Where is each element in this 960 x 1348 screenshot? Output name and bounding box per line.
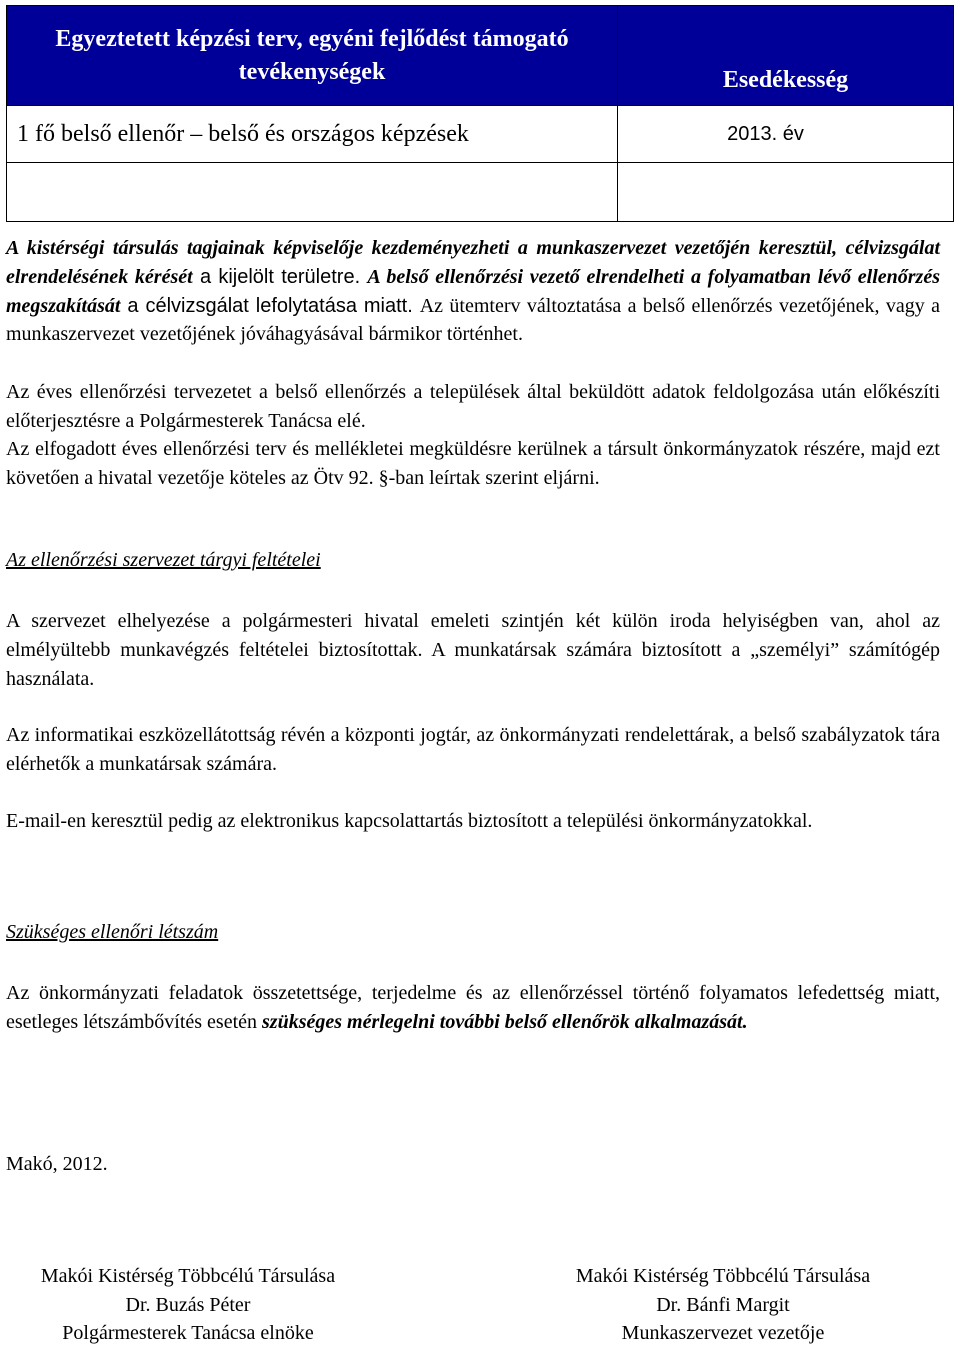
activity-cell-empty bbox=[7, 163, 618, 222]
signature-name: Dr. Bánfi Margit bbox=[656, 1293, 790, 1316]
text-bold-italic: A kistérségi társulás tagjainak képviselője kezdeményezheti a munkaszervezet vezetőjén keresztül, célvizsgálat elrendelésének kérését bbox=[6, 237, 940, 288]
header-due-cell: Esedékesség bbox=[618, 6, 954, 106]
text-run: a kijelölt területre. bbox=[192, 265, 368, 288]
paragraph-annual-plan-approved: Az elfogadott éves ellenőrzési terv és mellékletei megküldésre kerülnek a társult önkormányzatok részére, majd ezt követően a hivatal vezetője köteles az Ötv 92. §-ban leírtak szerint eljárni. bbox=[6, 438, 940, 489]
section-heading-material-conditions: Az ellenőrzési szervezet tárgyi feltételei bbox=[6, 549, 321, 571]
text-bold-italic: szükséges mérlegelni további belső ellenőrök alkalmazását. bbox=[262, 1010, 748, 1033]
paragraph-it-equipment: Az informatikai eszközellátottság révén a központi jogtár, az önkormányzati rendelettárak, a belső szabályzatok tára elérhetők a munkatársak számára. bbox=[6, 724, 940, 775]
table-row-empty bbox=[7, 163, 954, 222]
paragraph-annual-plan-draft: Az éves ellenőrzési tervezetet a belső ellenőrzés a települések által beküldött adatok feldolgozása után előkészíti előterjesztésre a Polgármesterek Tanácsa elé. bbox=[6, 381, 940, 432]
paragraph-target-audit bbox=[6, 234, 940, 349]
due-cell-empty bbox=[618, 163, 954, 222]
signature-title: Polgármesterek Tanácsa elnöke bbox=[62, 1322, 314, 1344]
paragraph-staffing bbox=[6, 979, 940, 1037]
text-run: Az önkormányzati feladatok összetettsége, terjedelme és az ellenőrzéssel történő folyamatos lefedettség miatt, esetleges létszámbővítés esetén bbox=[6, 982, 940, 1033]
signature-right bbox=[538, 1262, 908, 1348]
signature-left bbox=[6, 1262, 370, 1348]
text-run: Az ütemterv változtatása a belső ellenőrzés vezetőjének, vagy a munkaszervezet vezetőjének jóváhagyásával bármikor történhet. bbox=[6, 294, 940, 346]
text-bold-italic: A belső ellenőrzési vezető elrendelheti a folyamatban lévő ellenőrzés megszakítását bbox=[6, 265, 940, 317]
table-header-row bbox=[7, 6, 954, 106]
paragraph-email: E-mail-en keresztül pedig az elektronikus kapcsolattartás biztosított a települési önkormányzatokkal. bbox=[6, 810, 813, 832]
signature-name: Dr. Buzás Péter bbox=[125, 1293, 251, 1316]
place-date: Makó, 2012. bbox=[6, 1153, 108, 1175]
section-heading-staffing: Szükséges ellenőri létszám bbox=[6, 921, 219, 943]
signature-org: Makói Kistérség Többcélú Társulása bbox=[40, 1265, 336, 1287]
text-run: a célvizsgálat lefolytatása miatt. bbox=[120, 294, 420, 317]
signature-title: Munkaszervezet vezetője bbox=[621, 1322, 825, 1344]
paragraph-office: A szervezet elhelyezése a polgármesteri hivatal emeleti szintjén két külön iroda helyiségben van, ahol az elmélyültebb munkavégzés feltételei biztosítottak. A munkatársak számára biztosított a „személyi” számítógép használata. bbox=[6, 610, 940, 690]
activity-cell: 1 fő belső ellenőr – belső és országos képzések bbox=[7, 106, 618, 163]
header-activity-cell: Egyeztetett képzési terv, egyéni fejlődést támogató tevékenységek bbox=[7, 6, 618, 106]
training-plan-table bbox=[6, 5, 954, 222]
signature-org: Makói Kistérség Többcélú Társulása bbox=[575, 1265, 871, 1287]
table-row bbox=[7, 106, 954, 163]
due-cell: 2013. év bbox=[618, 106, 954, 163]
